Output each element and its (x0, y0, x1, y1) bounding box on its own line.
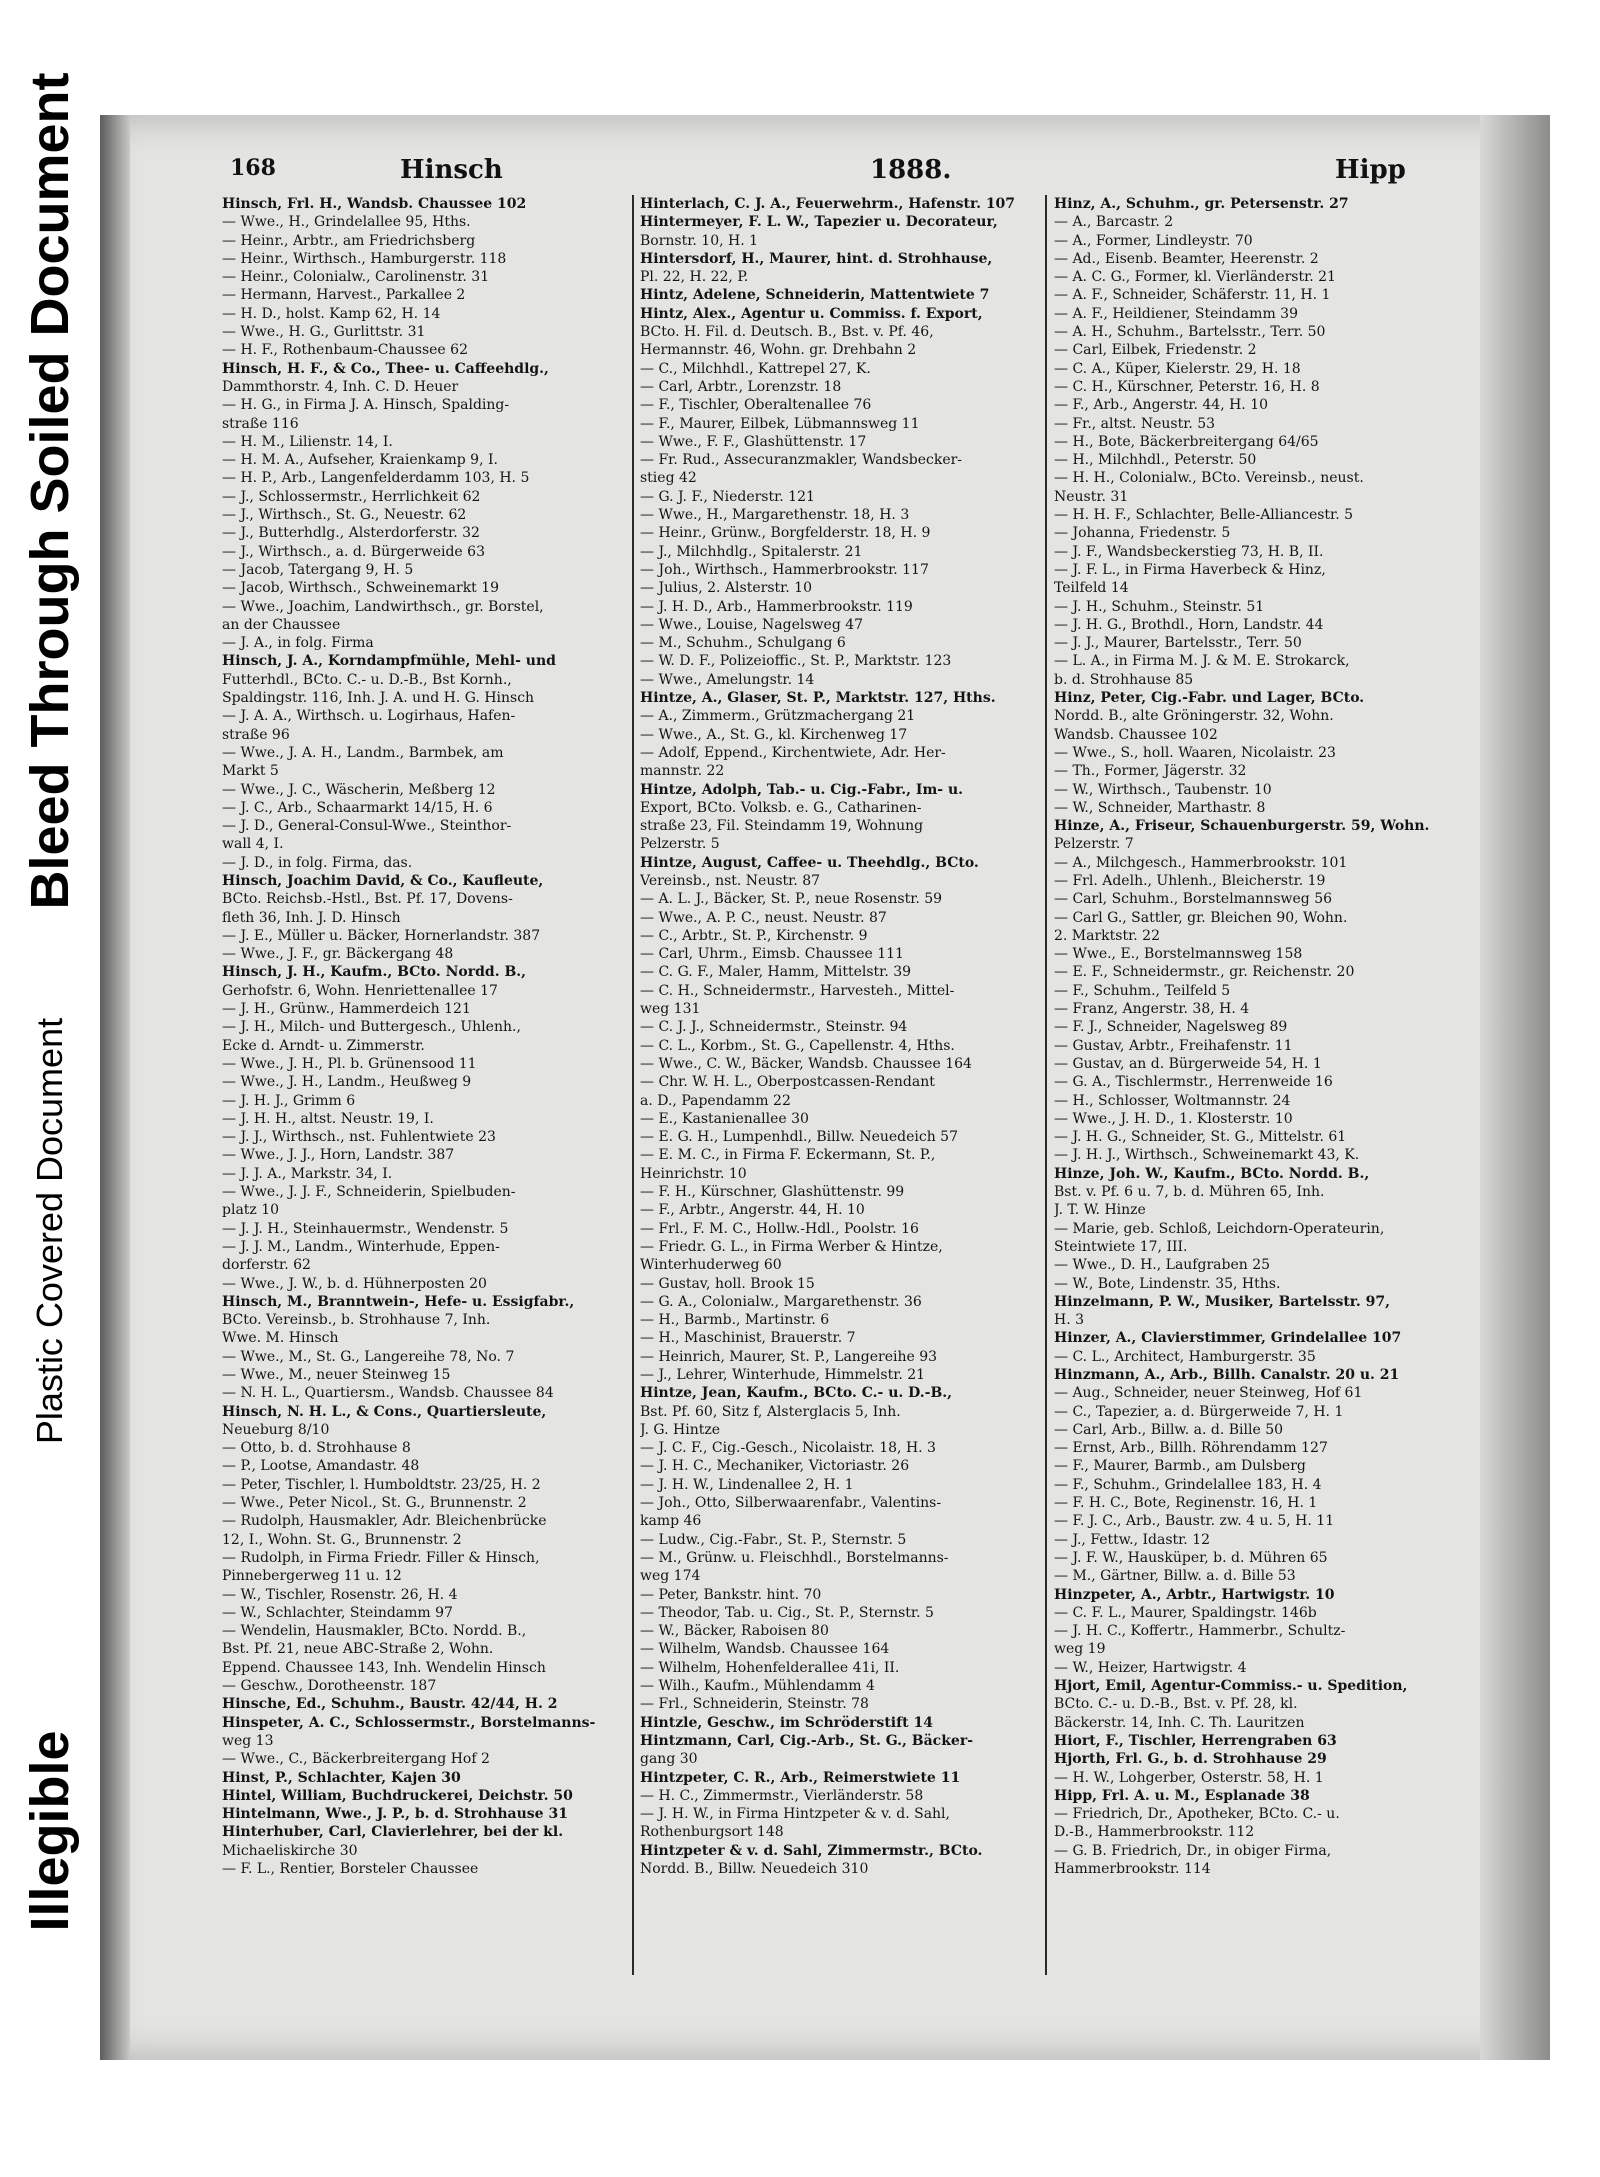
directory-entry: Wandsb. Chaussee 102 (1054, 726, 1218, 743)
directory-entry: Hipp, Frl. A. u. M., Esplanade 38 (1054, 1787, 1310, 1804)
directory-entry: — C., Tapezier, a. d. Bürgerweide 7, H. 1 (1054, 1403, 1344, 1420)
right-running-head: Hipp (1335, 155, 1406, 185)
directory-entry: — H., Schlosser, Woltmannstr. 24 (1054, 1092, 1291, 1109)
directory-entry: — Ernst, Arb., Billh. Röhrendamm 127 (1054, 1440, 1328, 1457)
directory-entry: — Wwe., J. J., Horn, Landstr. 387 (222, 1147, 455, 1164)
directory-entry: — H. M., Lilienstr. 14, I. (222, 433, 393, 450)
directory-entry: Bst. Pf. 60, Sitz f, Alsterglacis 5, Inh. (640, 1403, 901, 1420)
directory-entry: — J. H. G., Schneider, St. G., Mittelstr. 61 (1054, 1129, 1347, 1146)
directory-entry: — Wwe., F. F., Glashüttenstr. 17 (640, 433, 867, 450)
directory-entry: — Wilhelm, Wandsb. Chaussee 164 (640, 1641, 890, 1658)
directory-entry: Hintermeyer, F. L. W., Tapezier u. Decorateur, (640, 214, 998, 231)
directory-entry: — W., Schlachter, Steindamm 97 (222, 1604, 453, 1621)
directory-entry: Hinzmann, A., Arb., Billh. Canalstr. 20 u. 21 (1054, 1367, 1400, 1383)
directory-entry: — M., Grünw. u. Fleischhdl., Borstelmanns- (640, 1549, 949, 1566)
directory-entry: — J., Fettw., Idastr. 12 (1054, 1531, 1211, 1548)
directory-entry: — Wwe., A., St. G., kl. Kirchenweg 17 (640, 726, 908, 743)
directory-entry: BCto. Reichsb.-Hstl., Bst. Pf. 17, Dovens- (222, 891, 513, 908)
directory-entry: — Frl., F. M. C., Hollw.-Hdl., Poolstr. 16 (640, 1220, 919, 1237)
directory-entry: platz 10 (222, 1202, 280, 1219)
directory-entry: — W., Bote, Lindenstr. 35, Hths. (1054, 1275, 1281, 1292)
directory-entry: — J. J. H., Steinhauermstr., Wendenstr. 5 (222, 1220, 509, 1237)
directory-entry: — J. H. C., Mechaniker, Victoriastr. 26 (640, 1458, 910, 1475)
directory-entry: — J. J. M., Landm., Winterhude, Eppen- (222, 1238, 500, 1255)
directory-entry: Heinrichstr. 10 (640, 1165, 747, 1182)
directory-entry: BCto. C.- u. D.-B., Bst. v. Pf. 28, kl. (1054, 1696, 1298, 1713)
directory-entry: Spaldingstr. 116, Inh. J. A. und H. G. Hinsch (222, 690, 535, 707)
directory-entry: 12, I., Wohn. St. G., Brunnenstr. 2 (222, 1531, 462, 1548)
directory-entry: Bornstr. 10, H. 1 (640, 232, 759, 249)
directory-entry: J. G. Hintze (640, 1421, 721, 1438)
directory-entry: — Carl, Uhrm., Eimsb. Chaussee 111 (640, 946, 904, 963)
directory-entry: — F., Tischler, Oberaltenallee 76 (640, 397, 872, 414)
directory-entry: straße 96 (222, 726, 290, 743)
directory-entry: fleth 36, Inh. J. D. Hinsch (222, 909, 401, 926)
directory-entry: — J. H. H., altst. Neustr. 19, I. (222, 1110, 434, 1127)
directory-entry: Hintzle, Geschw., im Schröderstift 14 (640, 1714, 933, 1731)
directory-entry: b. d. Strohhause 85 (1054, 671, 1194, 688)
directory-entry: — Frl., Schneiderin, Steinstr. 78 (640, 1696, 869, 1713)
directory-entry: — A. C. G., Former, kl. Vierländerstr. 21 (1054, 269, 1336, 286)
directory-entry: Nordd. B., Billw. Neuedeich 310 (640, 1861, 869, 1878)
directory-entry: — A. F., Schneider, Schäferstr. 11, H. 1 (1054, 287, 1331, 304)
directory-entry: Hjort, Emil, Agentur-Commiss.- u. Spedition, (1054, 1678, 1408, 1695)
directory-entry: — J. H. W., in Firma Hintzpeter & v. d. Sahl, (640, 1806, 950, 1823)
directory-entry: wall 4, I. (222, 836, 284, 853)
directory-entry: Hintze, Jean, Kaufm., BCto. C.- u. D.-B., (640, 1385, 953, 1402)
directory-entry: — Heinr., Grünw., Borgfelderstr. 18, H. 9 (640, 525, 931, 542)
directory-entry: — Joh., Wirthsch., Hammerbrookstr. 117 (640, 561, 929, 578)
side-labels (0, 0, 100, 2177)
directory-entry: Hinzelmann, P. W., Musiker, Bartelsstr. 97, (1054, 1293, 1390, 1310)
directory-entry: — Wwe., E., Borstelmannsweg 158 (1054, 946, 1303, 963)
directory-entry: weg 13 (222, 1732, 274, 1749)
directory-entry: — H. F., Rothenbaum-Chaussee 62 (222, 342, 468, 359)
directory-entry: — Gustav, holl. Brook 15 (640, 1275, 815, 1292)
directory-entry: — Wwe., J. C., Wäscherin, Meßberg 12 (222, 781, 496, 798)
directory-entry: Hintze, A., Glaser, St. P., Marktstr. 127, Hths. (640, 690, 996, 707)
directory-entry: — Wwe., H., Margarethenstr. 18, H. 3 (640, 507, 910, 524)
directory-entry: Neueburg 8/10 (222, 1421, 330, 1438)
directory-entry: — C., Milchhdl., Kattrepel 27, K. (640, 360, 871, 377)
directory-entry: H. 3 (1054, 1312, 1085, 1329)
directory-entry: Hinzer, A., Clavierstimmer, Grindelallee 107 (1054, 1330, 1402, 1347)
directory-entry: Hintzpeter & v. d. Sahl, Zimmermstr., BCto. (640, 1842, 983, 1859)
directory-entry: 2. Marktstr. 22 (1054, 927, 1160, 944)
directory-entry: — F. H., Kürschner, Glashüttenstr. 99 (640, 1184, 905, 1201)
directory-entry: — H. G., in Firma J. A. Hinsch, Spalding- (222, 397, 510, 414)
directory-entry: — J. H., Schuhm., Steinstr. 51 (1054, 598, 1265, 615)
directory-entry: Hintz, Adelene, Schneiderin, Mattentwiete 7 (640, 287, 990, 304)
directory-entry: — Geschw., Dorotheenstr. 187 (222, 1678, 437, 1695)
directory-entry: Hinterhuber, Carl, Clavierlehrer, bei der kl. (222, 1824, 564, 1841)
directory-entry: — F., Arb., Angerstr. 44, H. 10 (1054, 397, 1269, 414)
directory-entry: — J., Schlossermstr., Herrlichkeit 62 (222, 488, 481, 505)
directory-entry: — F., Arbtr., Angerstr. 44, H. 10 (640, 1202, 865, 1219)
directory-entry: — F. J. C., Arb., Baustr. zw. 4 u. 5, H. 11 (1054, 1513, 1335, 1530)
directory-entry: — Friedrich, Dr., Apotheker, BCto. C.- u. (1054, 1806, 1340, 1823)
directory-entry: — Wwe., C., Bäckerbreitergang Hof 2 (222, 1751, 490, 1768)
directory-entry: — Gustav, an d. Bürgerweide 54, H. 1 (1054, 1055, 1322, 1072)
directory-entry: Winterhuderweg 60 (640, 1257, 782, 1274)
directory-entry: — H. H. F., Schlachter, Belle-Alliancestr. 5 (1054, 507, 1353, 524)
directory-entry: Hinz, Peter, Cig.-Fabr. und Lager, BCto. (1054, 690, 1365, 707)
directory-entry: Vereinsb., nst. Neustr. 87 (640, 872, 821, 889)
directory-entry: — Wilh., Kaufm., Mühlendamm 4 (640, 1678, 875, 1695)
directory-entry: Hammerbrookstr. 114 (1054, 1861, 1211, 1878)
column-divider (632, 195, 634, 1975)
directory-entry: Steintwiete 17, III. (1054, 1238, 1188, 1255)
directory-entry: Wwe. M. Hinsch (222, 1330, 339, 1347)
directory-entry: — Wwe., M., neuer Steinweg 15 (222, 1367, 451, 1383)
directory-entry: — Ludw., Cig.-Fabr., St. P., Sternstr. 5 (640, 1531, 907, 1548)
directory-entry: — E. G. H., Lumpenhdl., Billw. Neuedeich 57 (640, 1129, 959, 1146)
directory-entry: — W., Tischler, Rosenstr. 26, H. 4 (222, 1586, 458, 1603)
directory-entry: — J. C., Arb., Schaarmarkt 14/15, H. 6 (222, 799, 493, 816)
directory-entry: — Heinr., Arbtr., am Friedrichsberg (222, 232, 476, 249)
directory-entry: Hinsch, H. F., & Co., Thee- u. Caffeehdlg., (222, 360, 549, 377)
directory-entry: Hinsch, J. H., Kaufm., BCto. Nordd. B., (222, 964, 527, 981)
illegible-label: Illegible (20, 1730, 80, 1932)
directory-entry: Neustr. 31 (1054, 488, 1129, 505)
directory-entry: — J., Lehrer, Winterhude, Himmelstr. 21 (640, 1367, 926, 1383)
directory-entry: — J., Wirthsch., St. G., Neuestr. 62 (222, 507, 467, 524)
directory-entry: Hinzpeter, A., Arbtr., Hartwigstr. 10 (1054, 1586, 1335, 1603)
directory-entry: — Gustav, Arbtr., Freihafenstr. 11 (1054, 1037, 1293, 1054)
directory-entry: — A. F., Heildiener, Steindamm 39 (1054, 305, 1298, 322)
directory-entry: — Rudolph, in Firma Friedr. Filler & Hinsch, (222, 1549, 540, 1566)
directory-entry: — Julius, 2. Alsterstr. 10 (640, 580, 812, 597)
directory-entry: — J. J., Wirthsch., nst. Fuhlentwiete 23 (222, 1129, 496, 1146)
directory-entry: — J. D., in folg. Firma, das. (222, 854, 413, 871)
directory-entry: — A., Zimmerm., Grützmachergang 21 (640, 708, 916, 725)
directory-entry: — Hermann, Harvest., Parkallee 2 (222, 287, 466, 304)
directory-entry: — Wwe., J. F., gr. Bäckergang 48 (222, 946, 454, 963)
directory-entry: — H. P., Arb., Langenfelderdamm 103, H. 5 (222, 470, 530, 487)
directory-entry: — H. C., Zimmermstr., Vierländerstr. 58 (640, 1787, 924, 1804)
directory-entry: — J. F. W., Hausküper, b. d. Mühren 65 (1054, 1549, 1328, 1566)
directory-entry: J. T. W. Hinze (1054, 1202, 1146, 1219)
directory-entry: Hinst, P., Schlachter, Kajen 30 (222, 1769, 461, 1786)
directory-entry: — W., Bäcker, Raboisen 80 (640, 1623, 829, 1640)
directory-entry: gang 30 (640, 1751, 698, 1768)
directory-entry: — A., Former, Lindleystr. 70 (1054, 232, 1253, 249)
directory-entry: — H. M. A., Aufseher, Kraienkamp 9, I. (222, 452, 498, 469)
directory-entry: — W., Wirthsch., Taubenstr. 10 (1054, 781, 1272, 798)
directory-entry: — H. W., Lohgerber, Osterstr. 58, H. 1 (1054, 1769, 1324, 1786)
directory-entry: — E. F., Schneidermstr., gr. Reichenstr. 20 (1054, 964, 1355, 981)
directory-entry: — Carl, Arbtr., Lorenzstr. 18 (640, 378, 842, 395)
directory-entry: — Frl. Adelh., Uhlenh., Bleicherstr. 19 (1054, 872, 1326, 889)
directory-entry: Pinnebergerweg 11 u. 12 (222, 1568, 402, 1585)
directory-entry: — Otto, b. d. Strohhause 8 (222, 1440, 411, 1457)
directory-entry: Hinsch, Joachim David, & Co., Kaufleute, (222, 872, 544, 889)
directory-entry: Dammthorstr. 4, Inh. C. D. Heuer (222, 378, 459, 395)
directory-entry: — Wwe., D. H., Laufgraben 25 (1054, 1257, 1271, 1274)
directory-entry: — J. A. A., Wirthsch. u. Logirhaus, Hafen- (222, 708, 516, 725)
directory-entry: — L. A., in Firma M. J. & M. E. Strokarck, (1054, 653, 1350, 670)
directory-entry: — M., Gärtner, Billw. a. d. Bille 53 (1054, 1568, 1296, 1585)
directory-entry: a. D., Papendamm 22 (640, 1092, 791, 1109)
directory-entry: — E. M. C., in Firma F. Eckermann, St. P., (640, 1147, 936, 1164)
directory-entry: — Peter, Bankstr. hint. 70 (640, 1586, 822, 1603)
directory-entry: — Heinr., Wirthsch., Hamburgerstr. 118 (222, 250, 507, 267)
directory-entry: — C. L., Architect, Hamburgerstr. 35 (1054, 1348, 1316, 1365)
directory-entry: weg 19 (1054, 1641, 1106, 1658)
directory-entry: Hinsch, Frl. H., Wandsb. Chaussee 102 (222, 196, 527, 212)
directory-entry: — J. H., Milch- und Buttergesch., Uhlenh., (222, 1019, 521, 1036)
directory-entry: — W. D. F., Polizeioffic., St. P., Marktstr. 123 (640, 653, 952, 670)
directory-entry: D.-B., Hammerbrookstr. 112 (1054, 1824, 1255, 1841)
directory-entry: weg 174 (640, 1568, 701, 1585)
directory-entry: — Wwe., Amelungstr. 14 (640, 671, 815, 688)
directory-entry: Michaeliskirche 30 (222, 1842, 358, 1859)
directory-entry: Pl. 22, H. 22, P. (640, 269, 749, 286)
directory-entry: mannstr. 22 (640, 763, 725, 780)
directory-entry: Hiort, F., Tischler, Herrengraben 63 (1054, 1732, 1337, 1749)
directory-entry: — Chr. W. H. L., Oberpostcassen-Rendant (640, 1074, 935, 1091)
directory-entry: — P., Lootse, Amandastr. 48 (222, 1458, 420, 1475)
directory-entry: — J. H. J., Wirthsch., Schweinemarkt 43, K. (1054, 1147, 1360, 1164)
directory-entry: Pelzerstr. 7 (1054, 836, 1134, 853)
directory-entry: — Wwe., S., holl. Waaren, Nicolaistr. 23 (1054, 744, 1336, 761)
directory-entry: Hinsch, J. A., Korndampfmühle, Mehl- und (222, 653, 556, 670)
directory-entry: — Wwe., J. H., Landm., Heußweg 9 (222, 1074, 472, 1091)
directory-entry: Hinsch, N. H. L., & Cons., Quartiersleute, (222, 1403, 547, 1420)
directory-entry: — F. H. C., Bote, Reginenstr. 16, H. 1 (1054, 1495, 1318, 1512)
directory-entry: — G. B. Friedrich, Dr., in obiger Firma, (1054, 1842, 1332, 1859)
directory-entry: — J., Butterhdlg., Alsterdorferstr. 32 (222, 525, 480, 542)
directory-entry: — J. H., Grünw., Hammerdeich 121 (222, 1001, 471, 1018)
directory-entry: — Wwe., Louise, Nagelsweg 47 (640, 616, 864, 633)
directory-entry: — G. A., Tischlermstr., Herrenweide 16 (1054, 1074, 1333, 1091)
directory-entry: — J., Milchhdlg., Spitalerstr. 21 (640, 543, 863, 560)
directory-entry: — A. L. J., Bäcker, St. P., neue Rosenstr. 59 (640, 891, 943, 908)
directory-entry: — Wilhelm, Hohenfelderallee 41i, II. (640, 1659, 900, 1676)
directory-entry: BCto. H. Fil. d. Deutsch. B., Bst. v. Pf. 46, (640, 324, 934, 341)
directory-entry: — Wwe., Peter Nicol., St. G., Brunnenstr. 2 (222, 1495, 527, 1512)
directory-entry: stieg 42 (640, 470, 697, 487)
directory-entry: — C. H., Schneidermstr., Harvesteh., Mittel- (640, 982, 955, 999)
directory-entry: — Ad., Eisenb. Beamter, Heerenstr. 2 (1054, 250, 1319, 267)
directory-entry: — Carl, Eilbek, Friedenstr. 2 (1054, 342, 1257, 359)
directory-entry: — F., Maurer, Barmb., am Dulsberg (1054, 1458, 1306, 1475)
directory-entry: Hintelmann, Wwe., J. P., b. d. Strohhause 31 (222, 1806, 568, 1823)
directory-entry: — C. J. J., Schneidermstr., Steinstr. 94 (640, 1019, 908, 1036)
directory-entry: Hermannstr. 46, Wohn. gr. Drehbahn 2 (640, 342, 917, 359)
directory-entry: — H., Milchhdl., Peterstr. 50 (1054, 452, 1257, 469)
directory-entry: — J. F., Wandsbeckerstieg 73, H. B, II. (1054, 543, 1324, 560)
directory-entry: — Carl G., Sattler, gr. Bleichen 90, Wohn. (1054, 909, 1348, 926)
directory-entry: — Wwe., C. W., Bäcker, Wandsb. Chaussee 164 (640, 1055, 972, 1072)
directory-entry: — Marie, geb. Schloß, Leichdorn-Operateurin, (1054, 1220, 1385, 1237)
directory-entry: kamp 46 (640, 1513, 702, 1530)
directory-entry: — Friedr. G. L., in Firma Werber & Hintze, (640, 1238, 943, 1255)
plastic-covered-label: Plastic Covered Document (29, 1017, 70, 1445)
directory-entry: Nordd. B., alte Gröningerstr. 32, Wohn. (1054, 708, 1334, 725)
directory-entry: — J. J. A., Markstr. 34, I. (222, 1165, 393, 1182)
directory-entry: Rothenburgsort 148 (640, 1824, 784, 1841)
directory-entry: — J. D., General-Consul-Wwe., Steinthor- (222, 818, 512, 835)
directory-entry: Hinze, A., Friseur, Schauenburgerstr. 59, Wohn. (1054, 818, 1430, 835)
directory-entry: — Wwe., M., St. G., Langereihe 78, No. 7 (222, 1348, 515, 1365)
directory-entry: — Heinr., Colonialw., Carolinenstr. 31 (222, 269, 490, 286)
directory-entry: — Adolf, Eppend., Kirchentwiete, Adr. Her- (640, 744, 946, 761)
directory-entry: — J. E., Müller u. Bäcker, Hornerlandstr. 387 (222, 927, 541, 944)
directory-entry: Futterhdl., BCto. C.- u. D.-B., Bst Kornh., (222, 671, 512, 688)
directory-entry: — J. H. D., Arb., Hammerbrookstr. 119 (640, 598, 913, 615)
directory-entry: — Wwe., J. H. D., 1. Klosterstr. 10 (1054, 1110, 1293, 1127)
directory-entry: — C. F. L., Maurer, Spaldingstr. 146b (1054, 1604, 1317, 1621)
directory-entry: — Wwe., Joachim, Landwirthsch., gr. Borstel, (222, 598, 544, 615)
directory-entry: — J. C. F., Cig.-Gesch., Nicolaistr. 18, H. 3 (640, 1440, 936, 1457)
directory-entry: — Wwe., H. G., Gurlittstr. 31 (222, 324, 426, 341)
directory-entry: — Joh., Otto, Silberwaarenfabr., Valentins- (640, 1495, 942, 1512)
directory-entry: — Carl, Arb., Billw. a. d. Bille 50 (1054, 1421, 1284, 1438)
year-heading: 1888. (870, 155, 952, 185)
directory-entry: Ecke d. Arndt- u. Zimmerstr. (222, 1037, 425, 1054)
directory-entry: Teilfeld 14 (1054, 580, 1129, 597)
directory-columns (222, 195, 1447, 2015)
directory-entry: — Heinrich, Maurer, St. P., Langereihe 93 (640, 1348, 938, 1365)
directory-entry: — F., Schuhm., Teilfeld 5 (1054, 982, 1231, 999)
directory-entry: — C. H., Kürschner, Peterstr. 16, H. 8 (1054, 378, 1320, 395)
directory-entry: — G. A., Colonialw., Margarethenstr. 36 (640, 1293, 922, 1310)
directory-entry: — J., Wirthsch., a. d. Bürgerweide 63 (222, 543, 485, 560)
directory-entry: Markt 5 (222, 763, 279, 780)
directory-column-2 (640, 195, 1045, 2015)
directory-entry: — J. H. G., Brothdl., Horn, Landstr. 44 (1054, 616, 1324, 633)
directory-entry: — Fr., altst. Neustr. 53 (1054, 415, 1216, 432)
directory-entry: — J. J., Maurer, Bartelsstr., Terr. 50 (1054, 635, 1302, 652)
bleed-through-label: Bleed Through Soiled Document (20, 72, 80, 910)
directory-entry: Hinze, Joh. W., Kaufm., BCto. Nordd. B., (1054, 1165, 1370, 1182)
directory-entry: Hinsch, M., Branntwein-, Hefe- u. Essigfabr., (222, 1293, 575, 1310)
directory-entry: — F., Schuhm., Grindelallee 183, H. 4 (1054, 1476, 1322, 1493)
directory-column-1 (222, 195, 627, 2015)
directory-entry: — G. J. F., Niederstr. 121 (640, 488, 815, 505)
directory-entry: Hintze, Adolph, Tab.- u. Cig.-Fabr., Im- u. (640, 781, 964, 798)
directory-entry: Export, BCto. Volksb. e. G., Catharinen- (640, 799, 922, 816)
directory-entry: — F. L., Rentier, Borsteler Chaussee (222, 1861, 479, 1878)
directory-entry: — Wwe., J. A. H., Landm., Barmbek, am (222, 744, 504, 761)
directory-entry: — Wwe., J. W., b. d. Hühnerposten 20 (222, 1275, 487, 1292)
page-header (230, 155, 1406, 197)
directory-entry: Hinsche, Ed., Schuhm., Baustr. 42/44, H. 2 (222, 1696, 558, 1713)
directory-entry: — Theodor, Tab. u. Cig., St. P., Sternstr. 5 (640, 1604, 934, 1621)
directory-entry: — M., Schuhm., Schulgang 6 (640, 635, 846, 652)
directory-entry: — Johanna, Friedenstr. 5 (1054, 525, 1231, 542)
directory-entry: — A., Barcastr. 2 (1054, 214, 1174, 231)
directory-entry: — N. H. L., Quartiersm., Wandsb. Chaussee 84 (222, 1385, 554, 1402)
directory-entry: — Peter, Tischler, l. Humboldtstr. 23/25, H. 2 (222, 1476, 541, 1493)
directory-entry: Hinz, A., Schuhm., gr. Petersenstr. 27 (1054, 196, 1349, 212)
directory-entry: Bst. Pf. 21, neue ABC-Straße 2, Wohn. (222, 1641, 494, 1658)
directory-entry: — H., Maschinist, Brauerstr. 7 (640, 1330, 856, 1347)
directory-entry: Hjorth, Frl. G., b. d. Strohhause 29 (1054, 1751, 1327, 1768)
directory-entry: Hintzmann, Carl, Cig.-Arb., St. G., Bäcker- (640, 1732, 973, 1749)
directory-entry: — W., Schneider, Marthastr. 8 (1054, 799, 1266, 816)
directory-entry: — Jacob, Wirthsch., Schweinemarkt 19 (222, 580, 500, 597)
directory-entry: — Rudolph, Hausmakler, Adr. Bleichenbrücke (222, 1513, 547, 1530)
directory-entry: — F. J., Schneider, Nagelsweg 89 (1054, 1019, 1288, 1036)
directory-column-3 (1054, 195, 1459, 2015)
directory-entry: — W., Heizer, Hartwigstr. 4 (1054, 1659, 1247, 1676)
directory-entry: — C., Arbtr., St. P., Kirchenstr. 9 (640, 927, 868, 944)
directory-entry: — J. H. C., Koffertr., Hammerbr., Schultz- (1054, 1623, 1346, 1640)
directory-entry: — J. F. L., in Firma Haverbeck & Hinz, (1054, 561, 1326, 578)
directory-entry: Hintel, William, Buchdruckerei, Deichstr. 50 (222, 1787, 573, 1804)
directory-entry: — F., Maurer, Eilbek, Lübmannsweg 11 (640, 415, 920, 432)
directory-entry: — J. H. W., Lindenallee 2, H. 1 (640, 1476, 854, 1493)
directory-entry: — Th., Former, Jägerstr. 32 (1054, 763, 1247, 780)
directory-entry: — Wwe., J. J. F., Schneiderin, Spielbuden- (222, 1184, 516, 1201)
directory-entry: Hinterlach, C. J. A., Feuerwehrm., Hafenstr. 107 (640, 196, 1016, 212)
directory-entry: Eppend. Chaussee 143, Inh. Wendelin Hinsch (222, 1659, 546, 1676)
directory-entry: — Wwe., H., Grindelallee 95, Hths. (222, 214, 471, 231)
directory-entry: — Wwe., A. P. C., neust. Neustr. 87 (640, 909, 887, 926)
directory-entry: — J. A., in folg. Firma (222, 635, 374, 652)
directory-entry: — J. H. J., Grimm 6 (222, 1092, 356, 1109)
directory-entry: — H., Barmb., Martinstr. 6 (640, 1312, 830, 1329)
directory-entry: — Wwe., J. H., Pl. b. Grünensood 11 (222, 1055, 477, 1072)
directory-entry: Hintzpeter, C. R., Arb., Reimerstwiete 11 (640, 1769, 961, 1786)
directory-entry: — Aug., Schneider, neuer Steinweg, Hof 61 (1054, 1385, 1363, 1402)
directory-entry: — A. H., Schuhm., Bartelsstr., Terr. 50 (1054, 324, 1326, 341)
directory-entry: Hintze, August, Caffee- u. Theehdlg., BCto. (640, 854, 979, 871)
directory-entry: — A., Milchgesch., Hammerbrookstr. 101 (1054, 854, 1348, 871)
scanned-page (100, 115, 1550, 2060)
directory-entry: an der Chaussee (222, 616, 341, 633)
directory-entry: Hintersdorf, H., Maurer, hint. d. Strohhause, (640, 250, 993, 267)
directory-entry: Gerhofstr. 6, Wohn. Henriettenallee 17 (222, 982, 498, 999)
directory-entry: — Wendelin, Hausmakler, BCto. Nordd. B., (222, 1623, 527, 1640)
directory-entry: straße 116 (222, 415, 299, 432)
left-running-head: Hinsch (400, 155, 503, 185)
directory-entry: — E., Kastanienallee 30 (640, 1110, 809, 1127)
directory-entry: BCto. Vereinsb., b. Strohhause 7, Inh. (222, 1312, 491, 1329)
directory-entry: — H. D., holst. Kamp 62, H. 14 (222, 305, 441, 322)
directory-entry: — H., Bote, Bäckerbreitergang 64/65 (1054, 433, 1319, 450)
directory-entry: straße 23, Fil. Steindamm 19, Wohnung (640, 818, 924, 835)
directory-entry: Bst. v. Pf. 6 u. 7, b. d. Mühren 65, Inh. (1054, 1184, 1325, 1201)
directory-entry: weg 131 (640, 1001, 701, 1018)
directory-entry: Pelzerstr. 5 (640, 836, 720, 853)
directory-entry: dorferstr. 62 (222, 1257, 311, 1274)
directory-entry: — Jacob, Tatergang 9, H. 5 (222, 561, 414, 578)
directory-entry: — H. H., Colonialw., BCto. Vereinsb., neust. (1054, 470, 1364, 487)
directory-entry: — C. A., Küper, Kielerstr. 29, H. 18 (1054, 360, 1301, 377)
directory-entry: — C. L., Korbm., St. G., Capellenstr. 4, Hths. (640, 1037, 955, 1054)
directory-entry: Bäckerstr. 14, Inh. C. Th. Lauritzen (1054, 1714, 1305, 1731)
directory-entry: Hinspeter, A. C., Schlossermstr., Borstelmanns- (222, 1714, 596, 1731)
directory-entry: — Fr. Rud., Assecuranzmakler, Wandsbecker- (640, 452, 963, 469)
directory-entry: — Franz, Angerstr. 38, H. 4 (1054, 1001, 1250, 1018)
column-divider (1045, 195, 1047, 1975)
directory-entry: — Carl, Schuhm., Borstelmannsweg 56 (1054, 891, 1333, 908)
directory-entry: Hintz, Alex., Agentur u. Commiss. f. Export, (640, 305, 983, 322)
page-number: 168 (230, 155, 276, 181)
directory-entry: — C. G. F., Maler, Hamm, Mittelstr. 39 (640, 964, 912, 981)
